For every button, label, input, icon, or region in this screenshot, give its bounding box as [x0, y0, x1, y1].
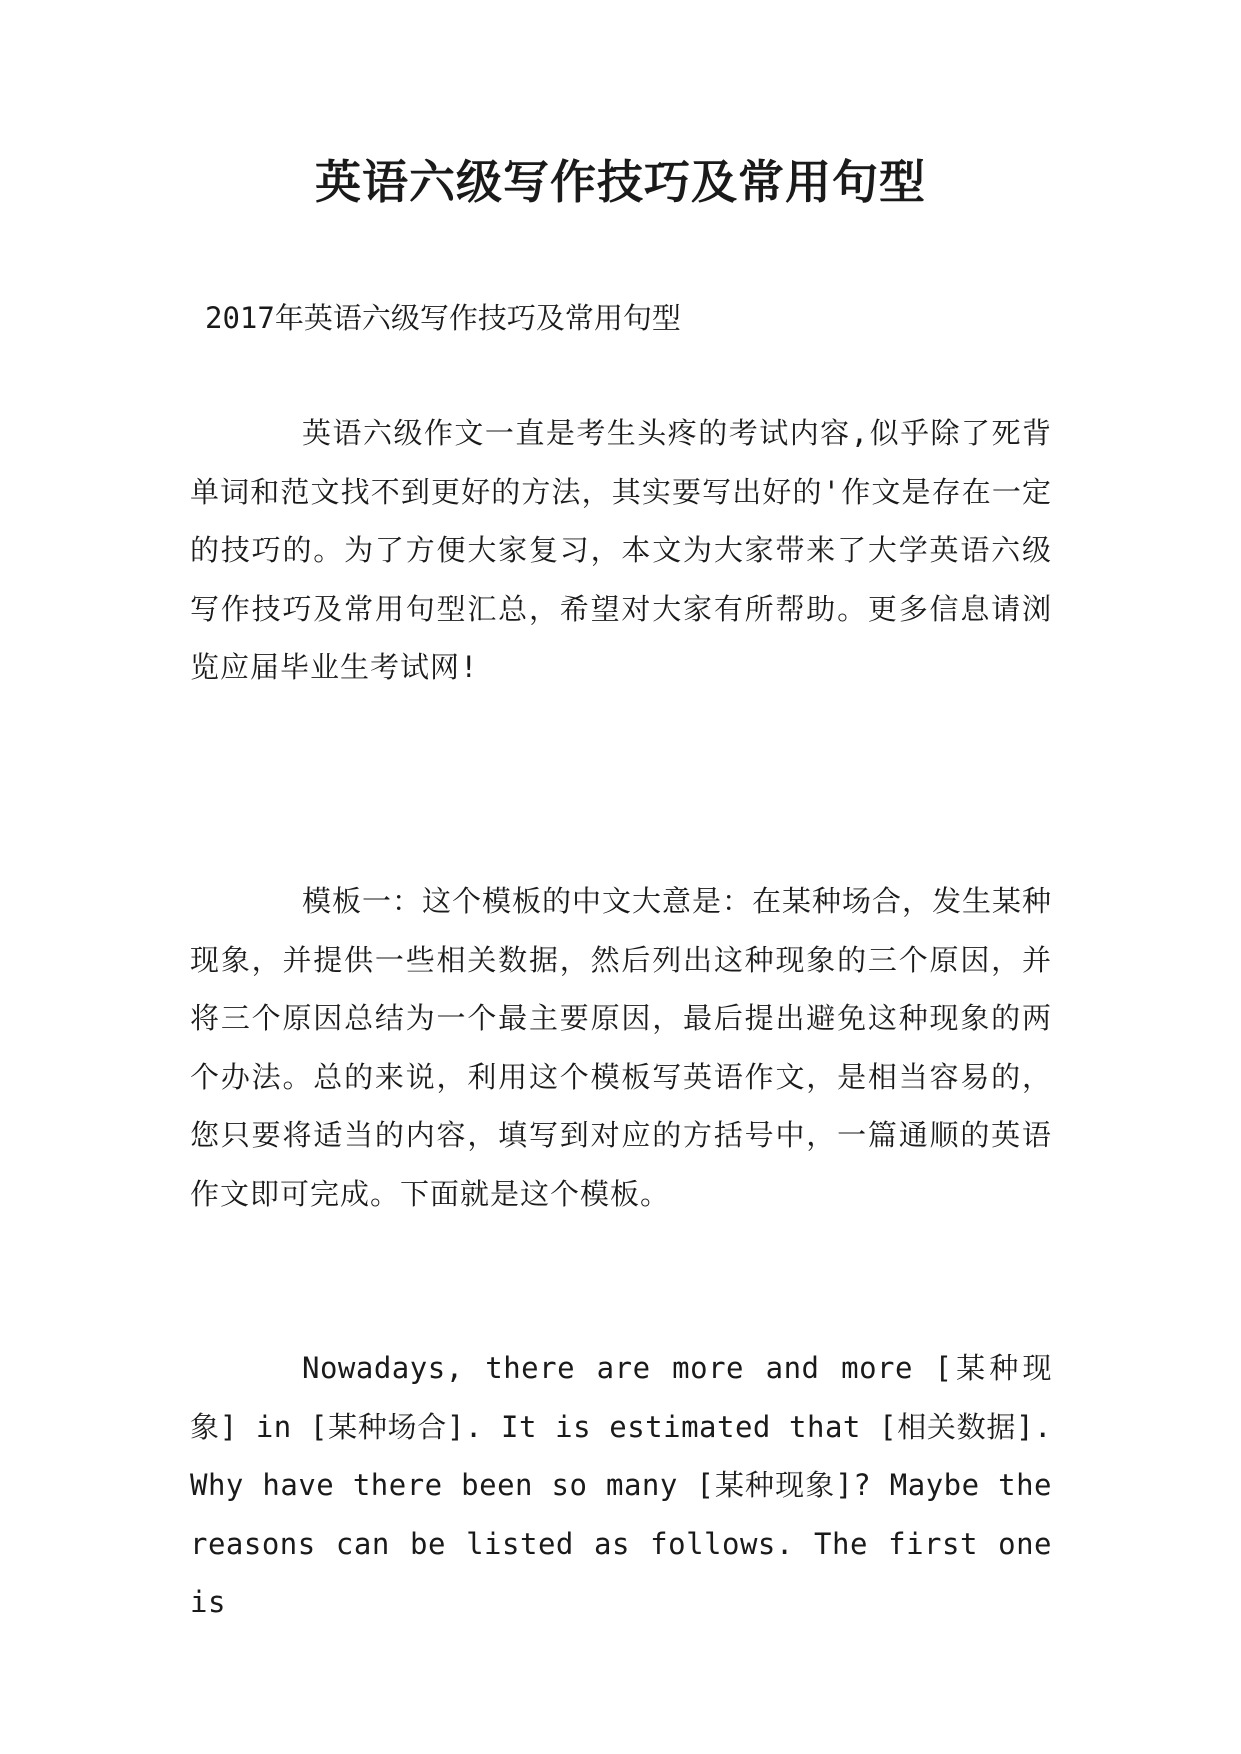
template-description-paragraph: 模板一：这个模板的中文大意是：在某种场合，发生某种现象，并提供一些相关数据，然后列出这种现象的三个原因，并将三个原因总结为一个最主要原因，最后提出避免这种现象的两个办法。总的来说，利用这个模板写英语作文，是相当容易的，您只要将适当的内容，填写到对应的方括号中，一篇通顺的英语作文即可完成。下面就是这个模板。 [190, 884, 1053, 1211]
document-title: 英语六级写作技巧及常用句型 [315, 155, 926, 209]
intro-paragraph: 英语六级作文一直是考生头疼的考试内容,似乎除了死背单词和范文找不到更好的方法，其实要写出好的'作文是存在一定的技巧的。为了方便大家复习，本文为大家带来了大学英语六级写作技巧及常用句型汇总，希望对大家有所帮助。更多信息请浏览应届毕业生考试网! [190, 416, 1052, 684]
document-subtitle: 2017年英语六级写作技巧及常用句型 [205, 301, 681, 335]
template-english-paragraph: Nowadays, there are more and more [某种现象] in [某种场合]. It is estimated that [相关数据]. Why have there been so many [某种现象]? Maybe the reasons can be listed as follows. The first one is [190, 1351, 1052, 1619]
